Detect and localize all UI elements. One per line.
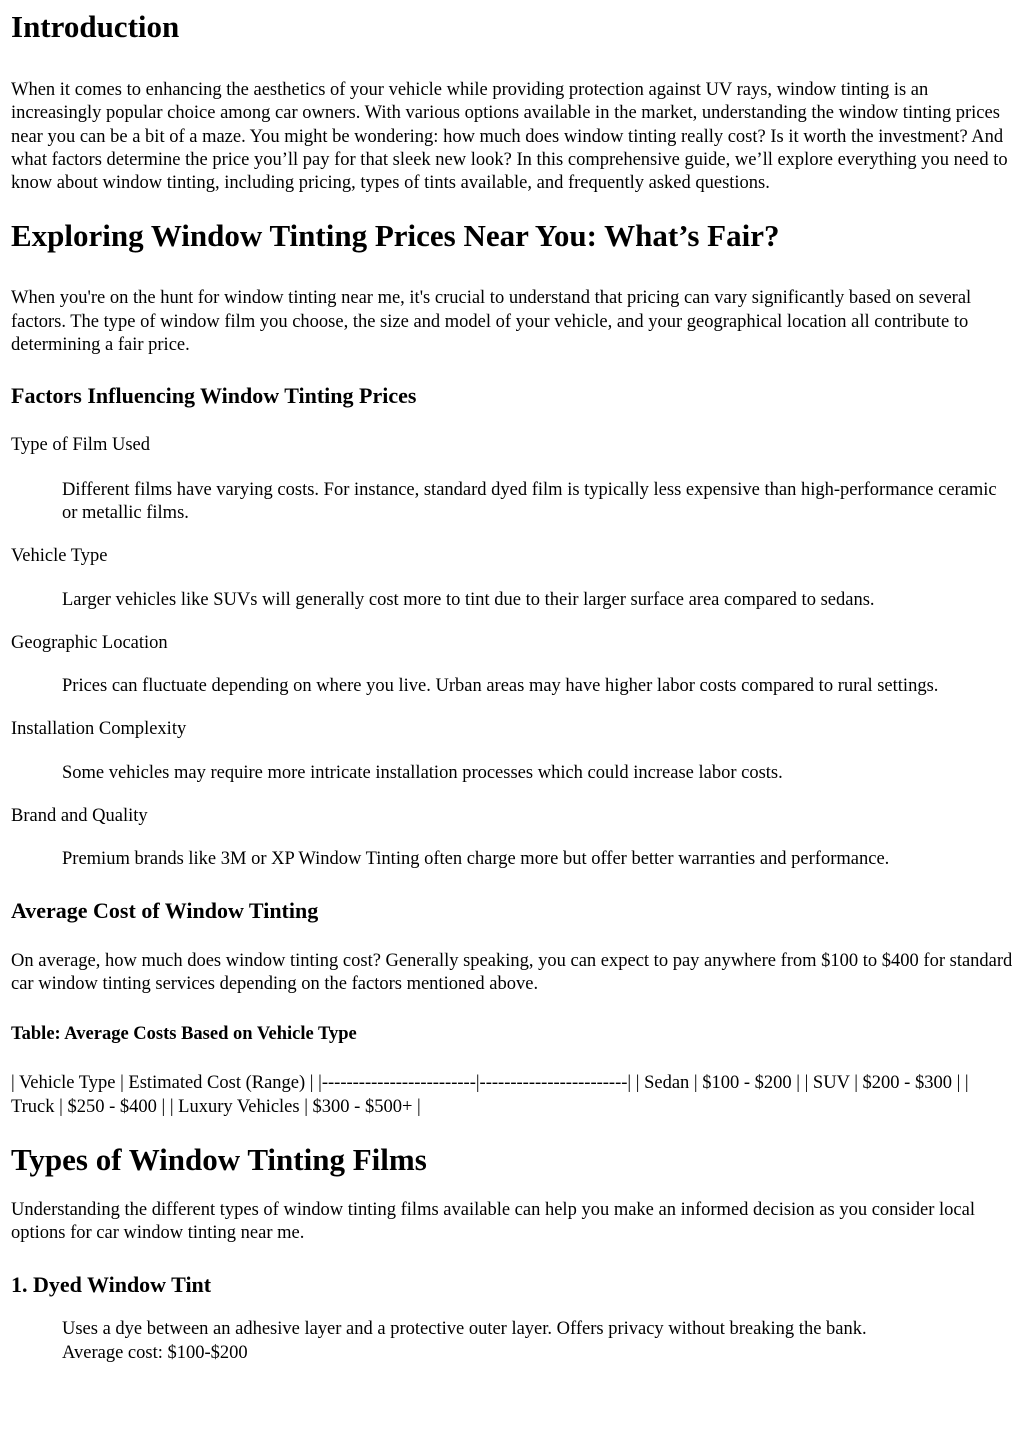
factor-term: Type of Film Used (11, 435, 150, 456)
factors-list (11, 434, 1013, 871)
factor-term: Vehicle Type (11, 546, 108, 567)
factor-term: Brand and Quality (11, 806, 148, 827)
types-heading: Types of Window Tinting Films (11, 1141, 427, 1177)
intro-paragraph: When it comes to enhancing the aesthetics of your vehicle while providing protection against UV rays, window tinting is an increasingly popular choice among car owners. With various options available in the market, understanding the window tinting prices near you can be a bit of a maze. You might be wondering: how much does window tinting really cost? Is it worth the investment? And what factors determine the price you’ll pay for that sleek new look? In this comprehensive guide, we’ll explore everything you need to know about window tinting, including pricing, types of tints available, and frequently asked questions. (11, 80, 1008, 194)
factor-term: Geographic Location (11, 632, 168, 653)
factor-description: Different films have varying costs. For instance, standard dyed film is typically less expensive than high-performance ceramic or metallic films. (62, 479, 997, 523)
dyed-tint-details (11, 1318, 1013, 1365)
article (0, 9, 1024, 1365)
table-title: Table: Average Costs Based on Vehicle Type (11, 1024, 357, 1045)
dyed-tint-description (62, 1318, 1013, 1365)
intro-heading: Introduction (11, 9, 180, 44)
factor-term: Installation Complexity (11, 719, 187, 740)
factor-description: Premium brands like 3M or XP Window Tinting often charge more but offer better warranties and performance. (62, 849, 890, 870)
dyed-tint-cost: Average cost: $100-$200 (62, 1342, 248, 1363)
exploring-heading: Exploring Window Tinting Prices Near You: What’s Fair? (11, 218, 780, 254)
dyed-tint-line: Uses a dye between an adhesive layer and a protective outer layer. Offers privacy without breaking the bank. (62, 1319, 867, 1340)
exploring-paragraph: When you're on the hunt for window tinting near me, it's crucial to understand that pricing can vary significantly based on several factors. The type of window film you choose, the size and model of your vehicle, and your geographical location all contribute to determining a fair price. (11, 288, 972, 356)
average-cost-paragraph: On average, how much does window tinting cost? Generally speaking, you can expect to pay anywhere from $100 to $400 for standard car window tinting services depending on the factors mentioned above. (11, 950, 1013, 994)
factors-heading: Factors Influencing Window Tinting Prices (11, 383, 417, 409)
types-paragraph: Understanding the different types of window tinting films available can help you make an informed decision as you consider local options for car window tinting near me. (11, 1199, 975, 1244)
average-cost-heading: Average Cost of Window Tinting (11, 897, 319, 923)
factor-description: Some vehicles may require more intricate installation processes which could increase labor costs. (62, 762, 783, 783)
factor-description: Larger vehicles like SUVs will generally cost more to tint due to their larger surface area compared to sedans. (62, 589, 875, 610)
cost-table-text: | Vehicle Type | Estimated Cost (Range) | |-------------------------|------------------------| | Sedan | $100 - $200 | | SUV | $200 - $300 | | Truck | $250 - $400 | | Luxury Vehicles | $300 - $500+ | (11, 1073, 969, 1117)
factor-description: Prices can fluctuate depending on where you live. Urban areas may have higher labor costs compared to rural settings. (62, 676, 939, 697)
dyed-tint-heading: 1. Dyed Window Tint (11, 1272, 212, 1298)
